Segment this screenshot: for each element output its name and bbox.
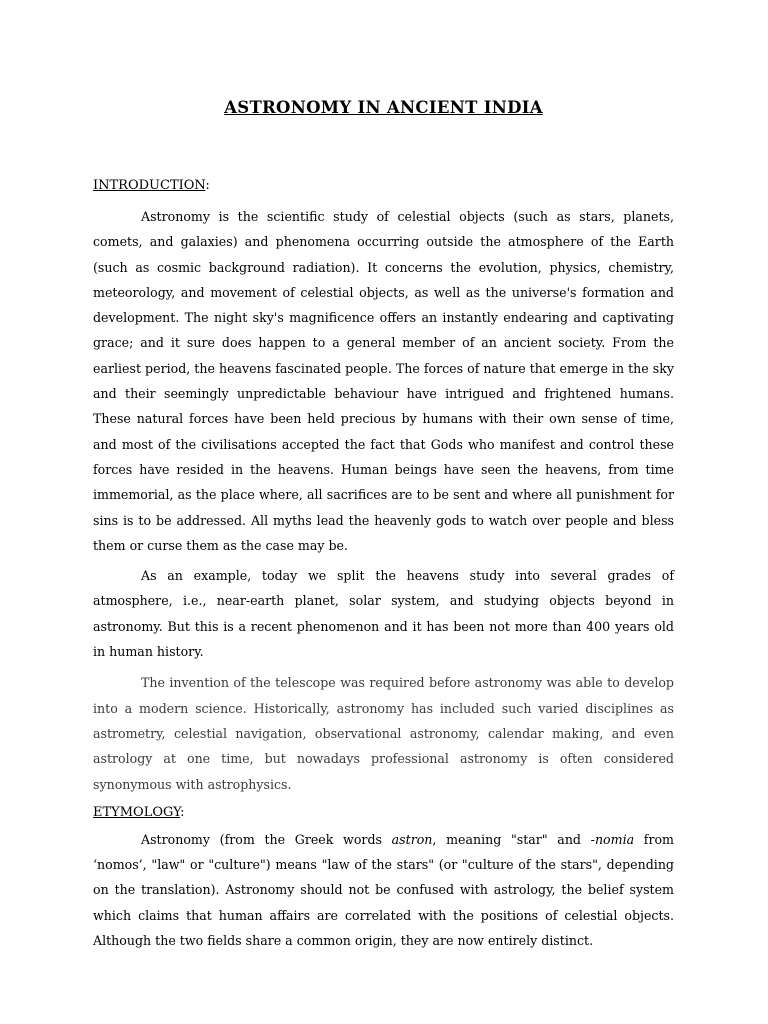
greek-word-nomia: nomia [594,831,635,847]
etymology-text-1: Astronomy (from the Greek words [141,831,392,847]
intro-paragraph-1: Astronomy is the scientific study of celestial objects (such as stars, planets, comets, and galaxies) and phenomena occurring outside the atmosphere of the Earth (such as cosmic background radiation). It concerns the evolution, physics, chemistry, meteorology, and movement of celestial objects, as well as the universe's formation and development. The night sky's magnificence offers an instantly endearing and captivating grace; and it sure does happen to a general member of an ancient society. From the earliest period, the heavens fascinated people. The forces of nature that emerge in the sky and their seemingly unpredictable behaviour have intrigued and frightened humans. These natural forces have been held precious by humans with their own sense of time, and most of the civilisations accepted the fact that Gods who manifest and control these forces have resided in the heavens. Human beings have seen the heavens, from time immemorial, as the place where, all sacrifices are to be sent and where all punishment for sins is to be addressed. All myths lead the heavenly gods to watch over people and bless them or curse them as the case may be. [93,209,674,553]
heading-text: INTRODUCTION [93,178,206,193]
heading-text: ETYMOLOGY [93,804,181,820]
heading-colon: : [205,178,210,193]
section-heading-etymology [93,803,674,823]
greek-word-astron: astron [391,831,433,847]
section-heading-introduction [93,176,674,196]
etymology-text-3: from ‘nomos’, "law" or "culture") means "law of the stars" (or "culture of the stars", depending on the translation). Astronomy should not be confused with astrology, the belief system which claims that human affairs are correlated with the positions of celestial objects. Although the two fields share a common origin, they are now entirely distinct. [93,831,674,949]
etymology-text-2: , meaning "star" and - [432,831,595,847]
intro-paragraph-3: The invention of the telescope was required before astronomy was able to develop into a modern science. Historically, astronomy has included such varied disciplines as astrometry, celestial navigation, observational astronomy, calendar making, and even astrology at one time, but nowadays professional astronomy is often considered synonymous with astrophysics. [93,675,674,792]
document-page [93,96,674,953]
etymology-paragraph [93,827,674,953]
page-title: ASTRONOMY IN ANCIENT INDIA [224,98,543,117]
heading-colon: : [180,804,185,820]
intro-paragraph-2: As an example, today we split the heavens study into several grades of atmosphere, i.e., near-earth planet, solar system, and studying objects beyond in astronomy. But this is a recent phenomenon and it has been not more than 400 years old in human history. [93,568,674,660]
